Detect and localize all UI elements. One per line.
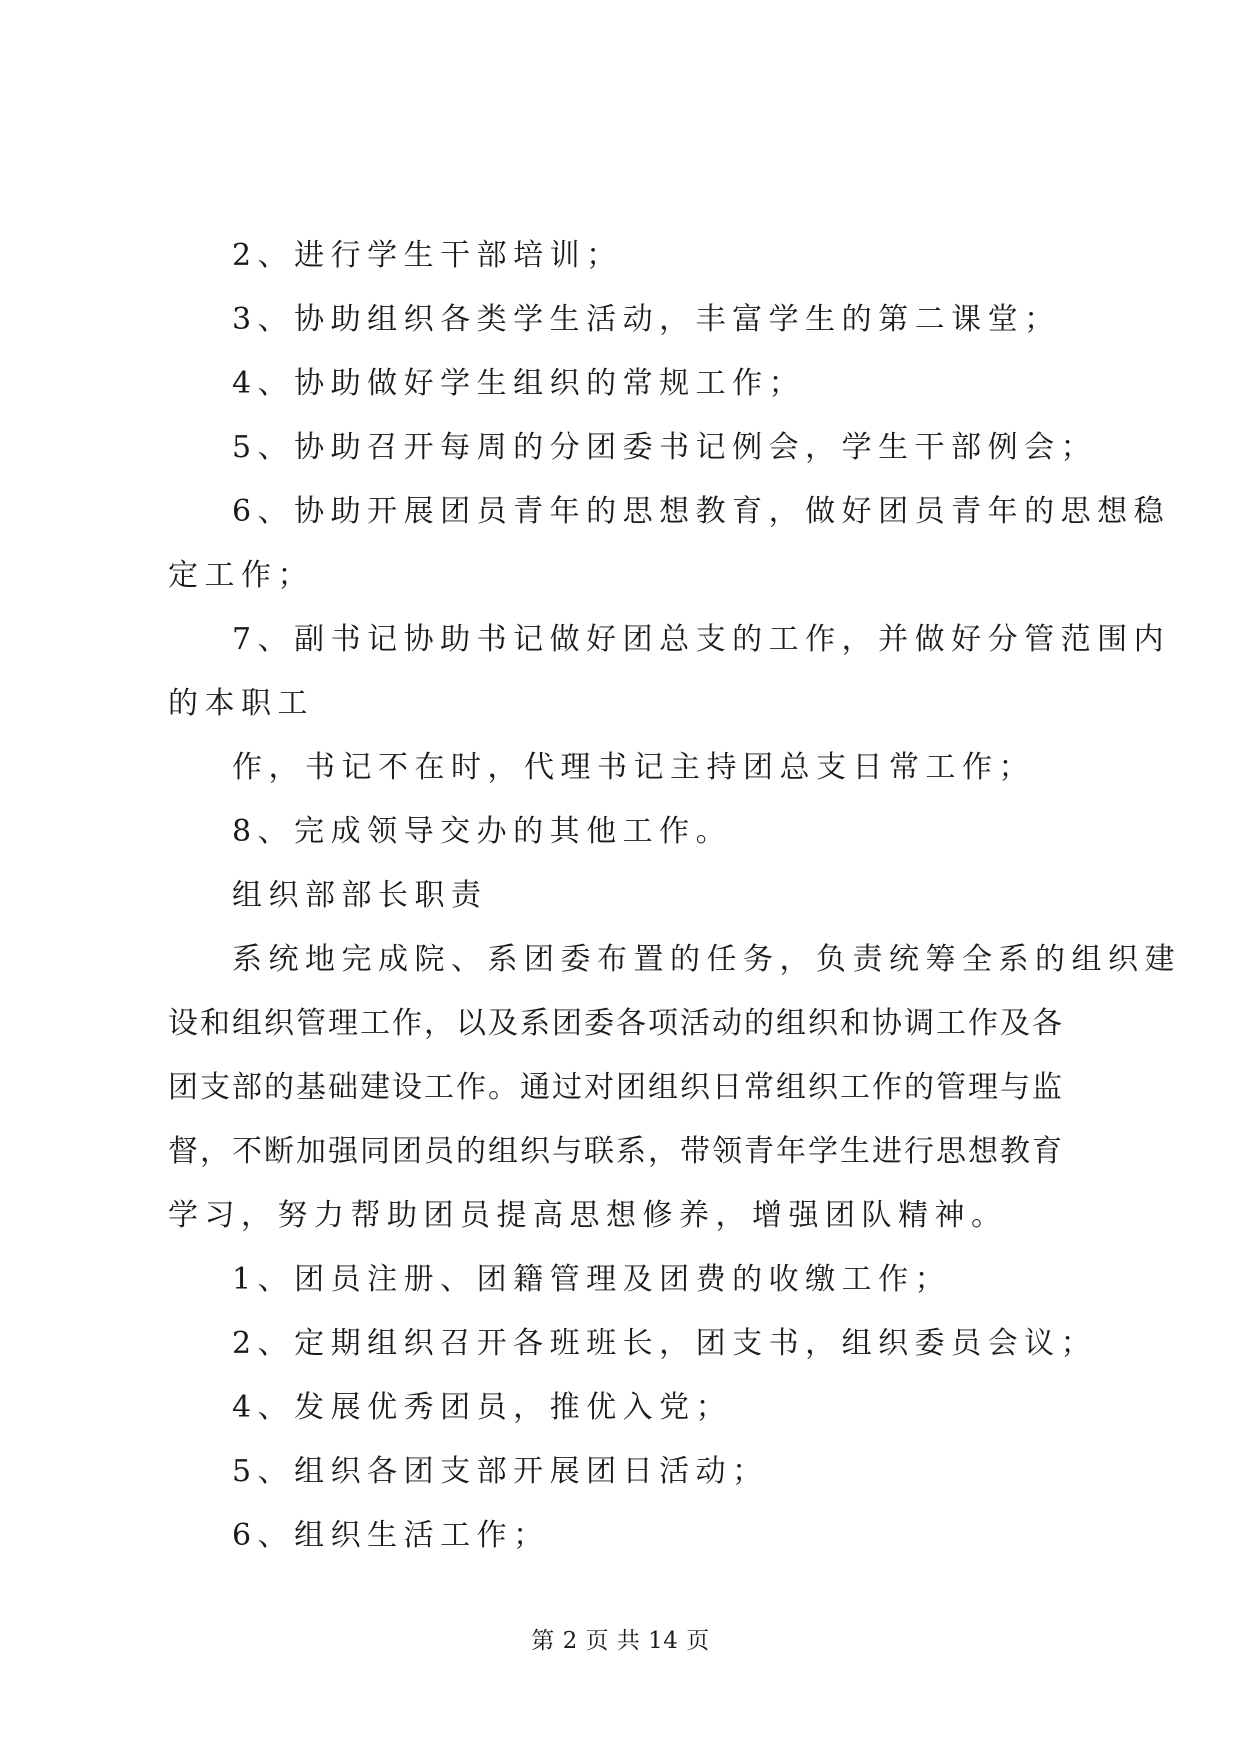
text-line: 6、协助开展团员青年的思想教育，做好团员青年的思想稳	[232, 494, 1171, 529]
text-line: 5、组织各团支部开展团日活动；	[232, 1454, 769, 1489]
text-line: 作，书记不在时，代理书记主持团总支日常工作；	[232, 750, 1035, 785]
document-body	[168, 224, 1181, 1568]
text-line: 组织部部长职责	[232, 878, 488, 913]
text-line: 7、副书记协助书记做好团总支的工作，并做好分管范围内	[232, 622, 1171, 657]
text-line: 4、发展优秀团员，推优入党；	[232, 1390, 733, 1425]
text-line: 4、协助做好学生组织的常规工作；	[232, 366, 806, 401]
text-line: 学习，努力帮助团员提高思想修养，增强团队精神。	[168, 1198, 1008, 1233]
text-line: 系统地完成院、系团委布置的任务，负责统筹全系的组织建	[232, 942, 1181, 977]
page-footer: 第 2 页 共 14 页	[531, 1628, 710, 1654]
text-line: 2、定期组织召开各班班长，团支书，组织委员会议；	[232, 1326, 1098, 1361]
text-line: 的本职工	[168, 686, 314, 721]
text-line: 设和组织管理工作，以及系团委各项活动的组织和协调工作及各	[168, 1006, 1064, 1041]
text-line: 督，不断加强同团员的组织与联系，带领青年学生进行思想教育	[168, 1134, 1064, 1169]
text-line: 2、进行学生干部培训；	[232, 238, 623, 273]
text-line: 3、协助组织各类学生活动，丰富学生的第二课堂；	[232, 302, 1061, 337]
text-line: 5、协助召开每周的分团委书记例会，学生干部例会；	[232, 430, 1098, 465]
text-line: 8、完成领导交办的其他工作。	[232, 814, 733, 849]
text-line: 1、团员注册、团籍管理及团费的收缴工作；	[232, 1262, 952, 1297]
text-line: 6、组织生活工作；	[232, 1518, 550, 1553]
text-line: 定工作；	[168, 558, 314, 593]
text-line: 团支部的基础建设工作。通过对团组织日常组织工作的管理与监	[168, 1070, 1064, 1105]
